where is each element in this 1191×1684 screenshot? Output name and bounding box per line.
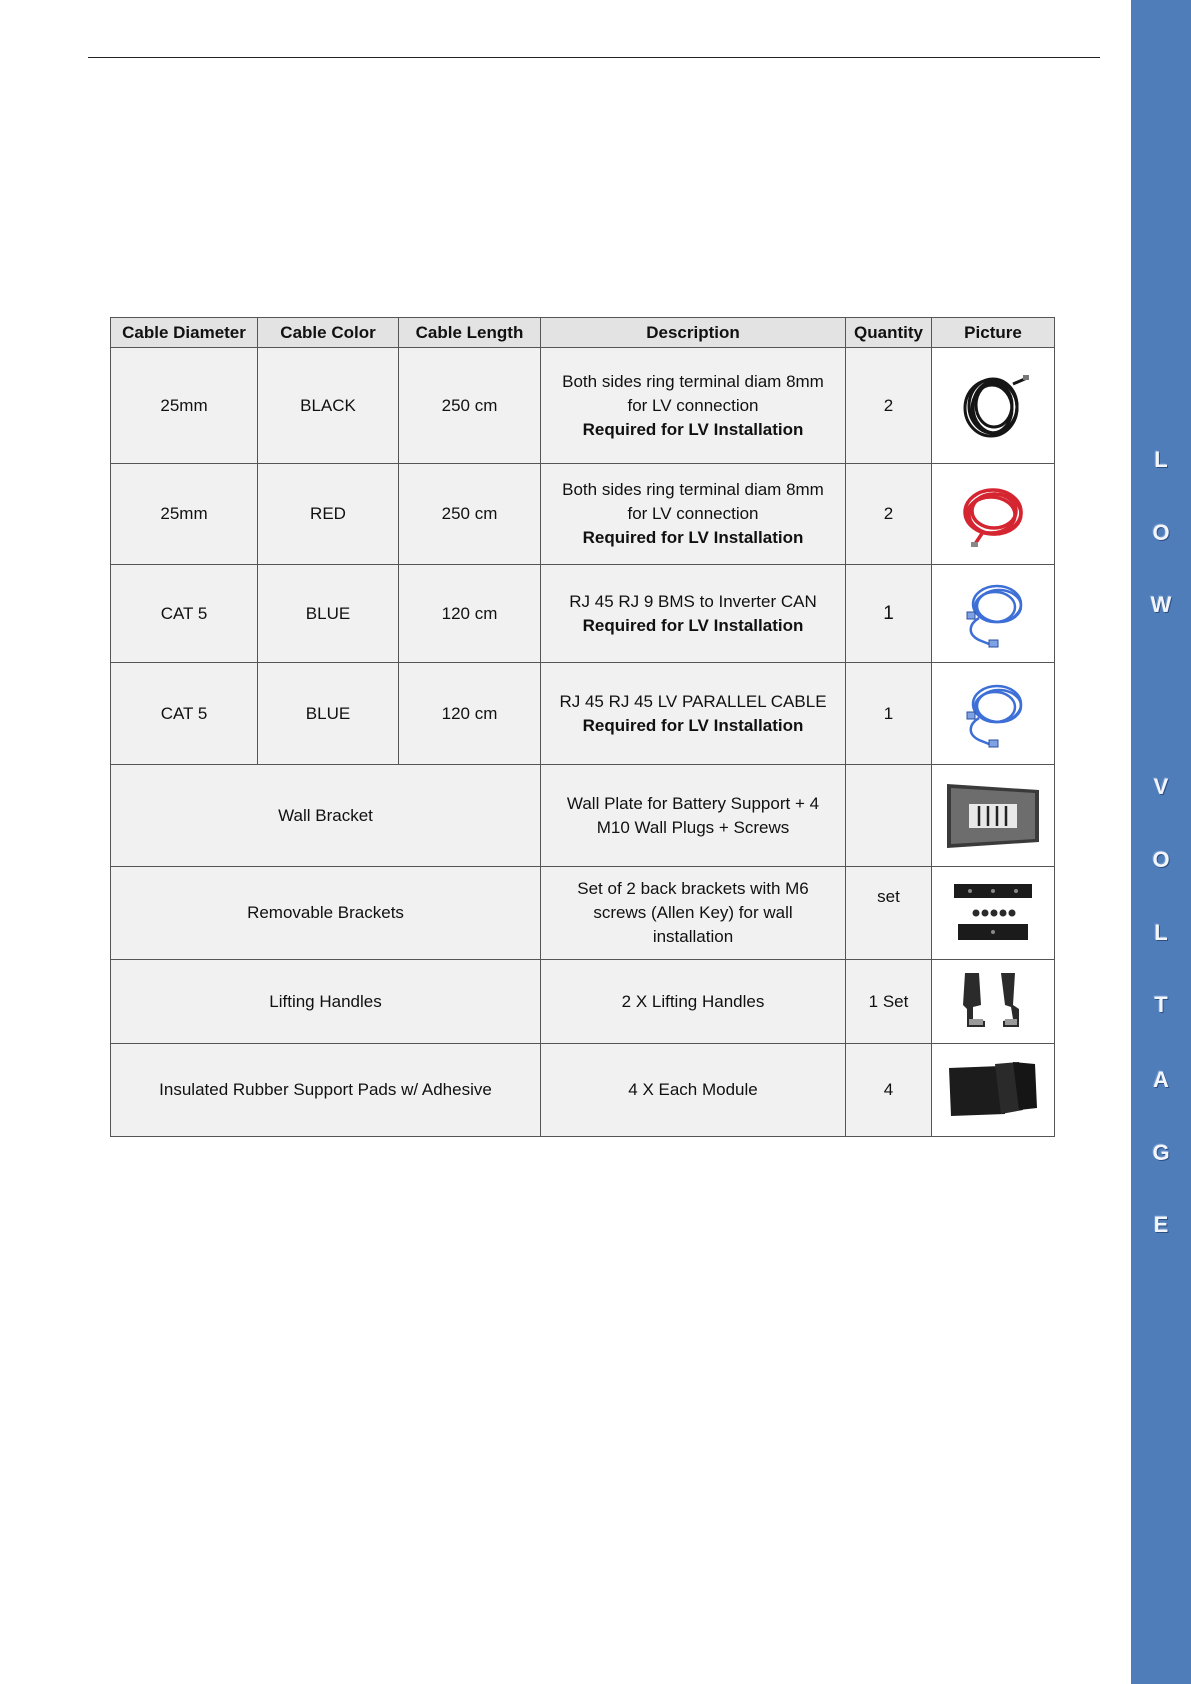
picture-cell: [932, 663, 1055, 765]
brand-letter: T: [1154, 992, 1168, 1017]
requirement-note: Required for LV Installation: [582, 715, 804, 735]
description-line: 2 X Lifting Handles: [621, 991, 765, 1011]
quantity: 1: [846, 663, 932, 765]
description-line: for LV connection: [627, 395, 759, 415]
accessory-description: [541, 1044, 846, 1137]
col-header-description: Description: [541, 318, 846, 348]
cable-diameter: 25mm: [111, 348, 258, 464]
brand-letter: L: [1154, 920, 1168, 945]
accessory-description: [541, 867, 846, 960]
rubber-pads-icon: [945, 1058, 1041, 1122]
red-cable-coil-icon: [953, 474, 1033, 554]
quantity: set: [846, 867, 932, 960]
cable-diameter: CAT 5: [111, 565, 258, 663]
description-line: 4 X Each Module: [628, 1080, 758, 1099]
col-header-diameter: Cable Diameter: [111, 318, 258, 348]
description-line: RJ 45 RJ 45 LV PARALLEL CABLE: [559, 691, 827, 711]
lifting-handles-icon: [953, 969, 1033, 1035]
col-header-picture: Picture: [932, 318, 1055, 348]
accessory-name: Insulated Rubber Support Pads w/ Adhesive: [111, 1044, 541, 1137]
description-line: RJ 45 RJ 9 BMS to Inverter CAN: [569, 591, 817, 611]
requirement-note: Required for LV Installation: [582, 419, 804, 439]
back-brackets-icon: [948, 878, 1038, 948]
description-line: Wall Plate for Battery Support + 4: [566, 793, 820, 813]
blue-network-cable-icon: [953, 574, 1033, 654]
cable-description: [541, 464, 846, 565]
brand-letter: A: [1153, 1067, 1169, 1092]
header-rule: [88, 57, 1100, 58]
cable-description: [541, 663, 846, 765]
picture-cell: [932, 348, 1055, 464]
accessory-name: Wall Bracket: [111, 765, 541, 867]
description-line: for LV connection: [627, 504, 759, 523]
table-row: [111, 663, 1055, 765]
accessory-name: Removable Brackets: [111, 867, 541, 960]
brand-letter: E: [1153, 1212, 1169, 1237]
cable-length: 250 cm: [399, 464, 541, 565]
quantity: 2: [846, 348, 932, 464]
blue-network-cable-icon: [953, 674, 1033, 754]
table-row: [111, 464, 1055, 565]
cable-length: 120 cm: [399, 663, 541, 765]
brand-letter: O: [1152, 520, 1170, 545]
table-header-row: [111, 318, 1055, 348]
col-header-quantity: Quantity: [846, 318, 932, 348]
col-header-color: Cable Color: [258, 318, 399, 348]
quantity: 4: [846, 1044, 932, 1137]
table-row: [111, 348, 1055, 464]
quantity: [846, 765, 932, 867]
cable-color: BLUE: [258, 565, 399, 663]
picture-cell: [932, 464, 1055, 565]
cable-description: [541, 348, 846, 464]
table-row: [111, 765, 1055, 867]
cable-diameter: CAT 5: [111, 663, 258, 765]
description-line: screws (Allen Key) for wall: [593, 903, 793, 922]
cable-color: BLACK: [258, 348, 399, 464]
brand-letter: W: [1150, 592, 1172, 617]
picture-cell: [932, 867, 1055, 960]
cable-diameter: 25mm: [111, 464, 258, 565]
quantity: 1: [846, 565, 932, 663]
brand-letter: G: [1152, 1140, 1170, 1165]
description-line: M10 Wall Plugs + Screws: [596, 817, 790, 837]
cable-description: [541, 565, 846, 663]
cable-length: 250 cm: [399, 348, 541, 464]
brand-letter: O: [1152, 847, 1170, 872]
brand-letter: V: [1153, 774, 1169, 799]
table-row: [111, 1044, 1055, 1137]
accessory-description: [541, 960, 846, 1044]
accessory-name: Lifting Handles: [111, 960, 541, 1044]
parts-table: [110, 317, 1055, 1137]
requirement-note: Required for LV Installation: [582, 528, 804, 547]
table-row: [111, 565, 1055, 663]
description-line: installation: [652, 927, 734, 946]
table-row: [111, 867, 1055, 960]
picture-cell: [932, 960, 1055, 1044]
requirement-note: Required for LV Installation: [582, 615, 804, 635]
wall-plate-icon: [943, 780, 1043, 852]
black-cable-coil-icon: [953, 366, 1033, 446]
description-line: Both sides ring terminal diam 8mm: [562, 480, 824, 499]
accessory-description: [541, 765, 846, 867]
description-line: Set of 2 back brackets with M6: [577, 879, 809, 898]
side-brand-band: [1131, 0, 1191, 1684]
description-line: Both sides ring terminal diam 8mm: [562, 371, 824, 391]
picture-cell: [932, 1044, 1055, 1137]
quantity: 1 Set: [846, 960, 932, 1044]
cable-color: BLUE: [258, 663, 399, 765]
picture-cell: [932, 765, 1055, 867]
cable-length: 120 cm: [399, 565, 541, 663]
table-row: [111, 960, 1055, 1044]
cable-color: RED: [258, 464, 399, 565]
picture-cell: [932, 565, 1055, 663]
col-header-length: Cable Length: [399, 318, 541, 348]
brand-letter: L: [1154, 447, 1168, 472]
quantity: 2: [846, 464, 932, 565]
